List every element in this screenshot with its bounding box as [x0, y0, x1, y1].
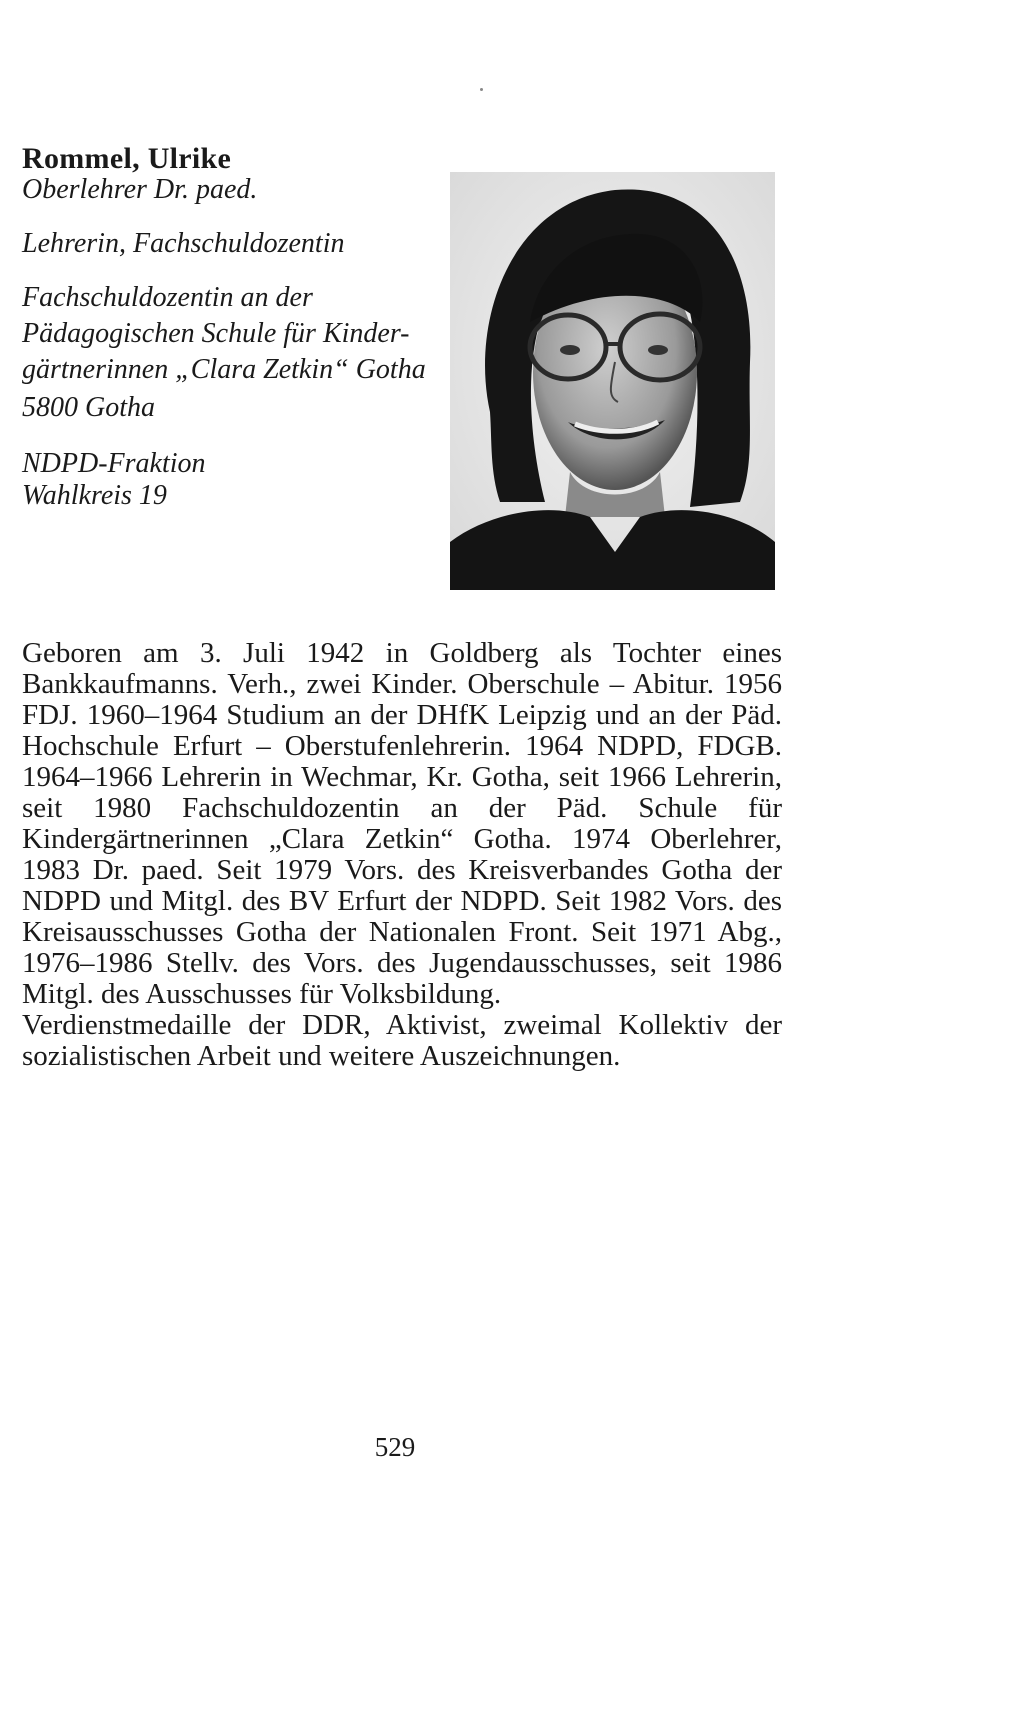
constituency: Wahlkreis 19 — [22, 480, 167, 511]
portrait-photo — [450, 172, 775, 590]
person-name: Rommel, Ulrike — [22, 142, 232, 175]
workplace-line: Pädagogischen Schule für Kinder- — [22, 318, 410, 349]
biography-paragraph: Verdienstmedaille der DDR, Aktivist, zweimal Kollektiv der sozialistischen Arbeit und weitere Auszeichnungen. — [22, 1009, 782, 1072]
workplace-line: gärtnerinnen „Clara Zetkin“ Gotha — [22, 354, 426, 385]
biography-paragraph: Geboren am 3. Juli 1942 in Goldberg als Tochter eines Bankkaufmanns. Verh., zwei Kinder. Oberschule – Abitur. 1956 FDJ. 1960–1964 Studium an der DHfK Leipzig und an der Päd. Hochschule Erfurt – Oberstufenlehrerin. 1964 NDPD, FDGB. 1964–1966 Lehrerin in Wechmar, Kr. Gotha, seit 1966 Lehrerin, seit 1980 Fachschuldozentin an der Päd. Schule für Kindergärtnerinnen „Clara Zetkin“ Gotha. 1974 Oberlehrer, 1983 Dr. paed. Seit 1979 Vors. des Kreisverbandes Gotha der NDPD und Mitgl. des BV Erfurt der NDPD. Seit 1982 Vors. des Kreisausschusses Gotha der Nationalen Front. Seit 1971 Abg., 1976–1986 Stellv. des Vors. des Jugendausschusses, seit 1986 Mitgl. des Ausschusses für Volksbildung. — [22, 637, 782, 1010]
workplace — [22, 280, 426, 388]
profession: Lehrerin, Fachschuldozentin — [22, 228, 345, 259]
workplace-line: Fachschuldozentin an der — [22, 282, 313, 313]
page-number: 529 — [374, 1432, 416, 1462]
scan-speck — [480, 88, 483, 91]
biography — [22, 638, 782, 1072]
city: 5800 Gotha — [22, 392, 155, 423]
faction: NDPD-Fraktion — [22, 448, 206, 479]
academic-title: Oberlehrer Dr. paed. — [22, 174, 258, 205]
